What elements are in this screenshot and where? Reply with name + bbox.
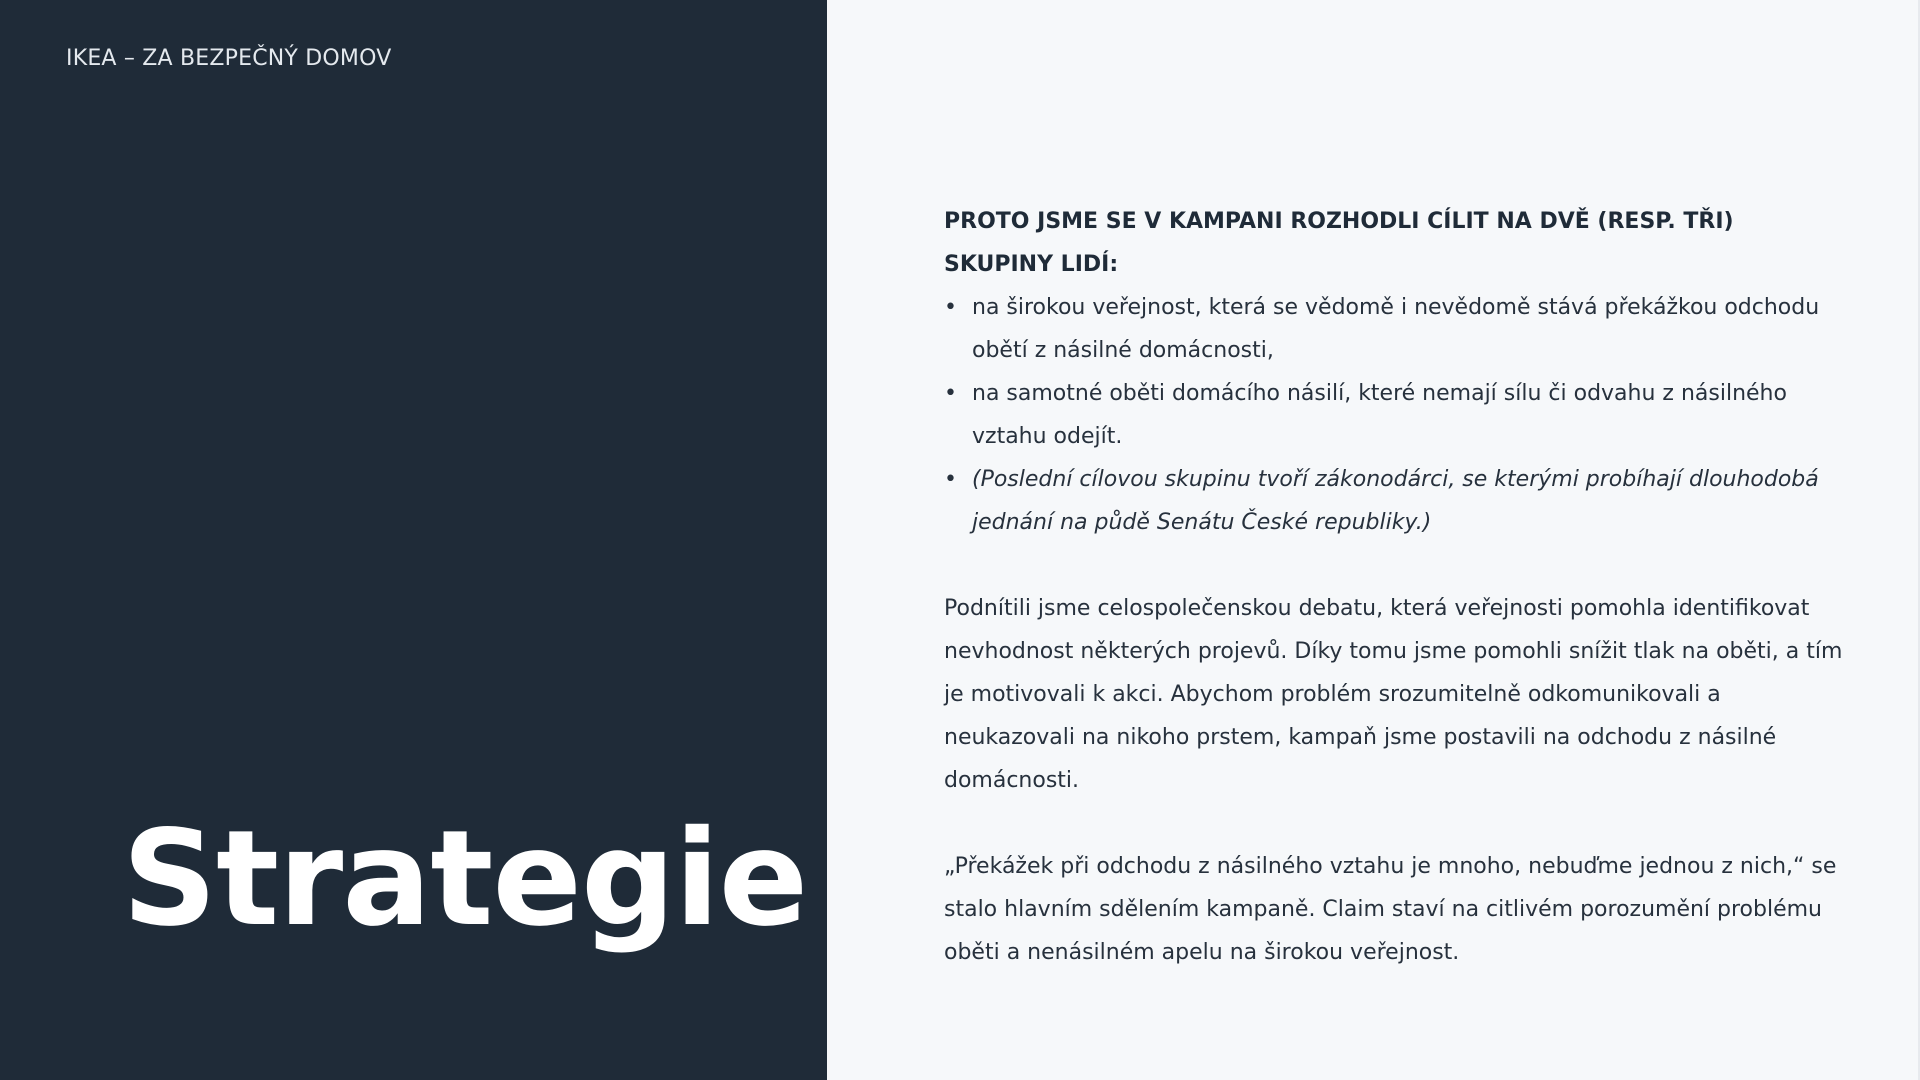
list-item xyxy=(944,372,1844,458)
campaign-claim-paragraph: „Překážek při odchodu z násilného vztahu je mnoho, nebuďme jednou z nich,“ se stalo hlavním sdělením kampaně. Claim staví na citlivém porozumění problému oběti a nenásilném apelu na širokou veřejnost. xyxy=(944,854,1837,965)
list-item xyxy=(944,458,1844,544)
left-panel xyxy=(0,0,827,1080)
list-item-text: na samotné oběti domácího násilí, které nemají sílu či odvahu z násilného vztahu odejít. xyxy=(972,381,1787,449)
brand-line: IKEA – ZA BEZPEČNÝ DOMOV xyxy=(66,46,392,71)
bullet-dot: • xyxy=(944,381,957,406)
content-column xyxy=(944,200,1844,974)
bullet-dot: • xyxy=(944,467,957,492)
list-item-text: (Poslední cílovou skupinu tvoří zákonodárci, se kterými probíhají dlouhodobá jednání na půdě Senátu České republiky.) xyxy=(972,467,1819,535)
list-item xyxy=(944,286,1844,372)
strategy-paragraph: Podnítili jsme celospolečenskou debatu, která veřejnosti pomohla identifikovat nevhodnost některých projevů. Díky tomu jsme pomohli snížit tlak na oběti, a tím je motivovali k akci. Abychom problém srozumitelně odkomunikovali a neukazovali na nikoho prstem, kampaň jsme postavili na odchodu z násilné domácnosti. xyxy=(944,596,1843,793)
slide-title: Strategie xyxy=(122,802,808,956)
bullet-dot: • xyxy=(944,295,957,320)
list-item-text: na širokou veřejnost, která se vědomě i nevědomě stává překážkou odchodu obětí z násilné domácnosti, xyxy=(972,295,1820,363)
target-groups-heading: PROTO JSME SE V KAMPANI ROZHODLI CÍLIT NA DVĚ (RESP. TŘI) SKUPINY LIDÍ: xyxy=(944,209,1734,277)
target-groups-list xyxy=(944,286,1844,544)
